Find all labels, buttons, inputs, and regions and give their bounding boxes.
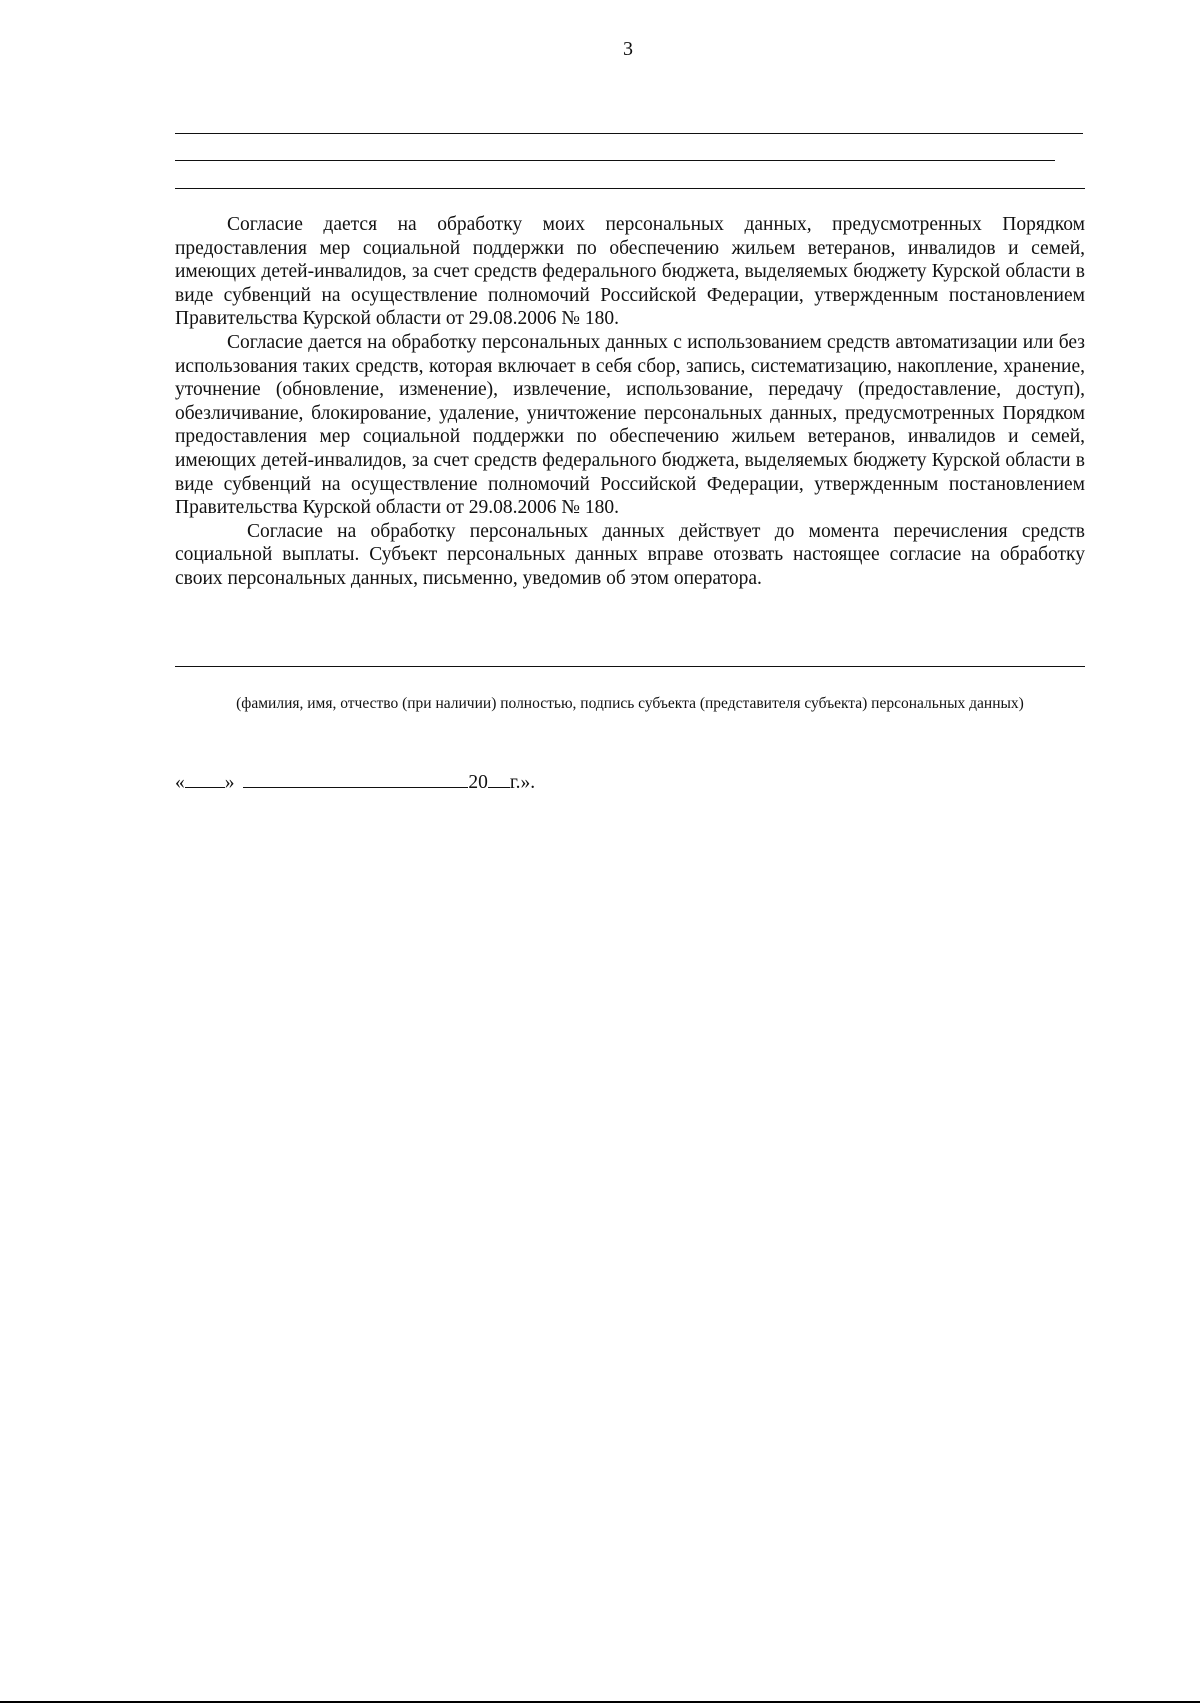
blank-line-3	[175, 188, 1085, 189]
open-quote: «	[175, 772, 185, 793]
blank-line-2	[175, 160, 1055, 161]
paragraph-consent-purpose: Согласие дается на обработку моих персональных данных, предусмотренных Порядком предоставления мер социальной поддержки по обеспечению жильем ветеранов, инвалидов и семей, имеющих детей-инвалидов, за счет средств федерального бюджета, выделяемых бюджету Курской области в виде субвенций на осуществление полномочий Российской Федерации, утвержденным постановлением Правительства Курской области от 29.08.2006 № 180.	[175, 214, 1085, 330]
paragraph-consent-validity: Согласие на обработку персональных данных действует до момента перечисления средств социальной выплаты. Субъект персональных данных вправе отозвать настоящее согласие на обработку своих персональных данных, письменно, уведомив об этом оператора.	[175, 520, 1085, 589]
page-number: 3	[623, 38, 633, 60]
date-line	[175, 768, 535, 794]
consent-text	[175, 213, 1085, 591]
signature-caption: (фамилия, имя, отчество (при наличии) полностью, подпись субъекта (представителя субъекта) персональных данных)	[236, 695, 1024, 712]
year-prefix: 20	[468, 772, 488, 793]
day-blank	[185, 768, 225, 788]
year-blank	[488, 768, 510, 788]
blank-line-1	[175, 133, 1083, 134]
paragraph-consent-processing: Согласие дается на обработку персональных данных с использованием средств автоматизации или без использования таких средств, которая включает в себя сбор, запись, систематизацию, накопление, хранение, уточнение (обновление, изменение), извлечение, использование, передачу (предоставление, доступ), обезличивание, блокирование, удаление, уничтожение персональных данных, предусмотренных Порядком предоставления мер социальной поддержки по обеспечению жильем ветеранов, инвалидов и семей, имеющих детей-инвалидов, за счет средств федерального бюджета, выделяемых бюджету Курской области в виде субвенций на осуществление полномочий Российской Федерации, утвержденным постановлением Правительства Курской области от 29.08.2006 № 180.	[175, 331, 1085, 519]
month-blank	[243, 768, 468, 788]
close-quote: »	[224, 772, 235, 793]
year-suffix: г.».	[509, 772, 536, 793]
signature-line	[175, 666, 1085, 667]
